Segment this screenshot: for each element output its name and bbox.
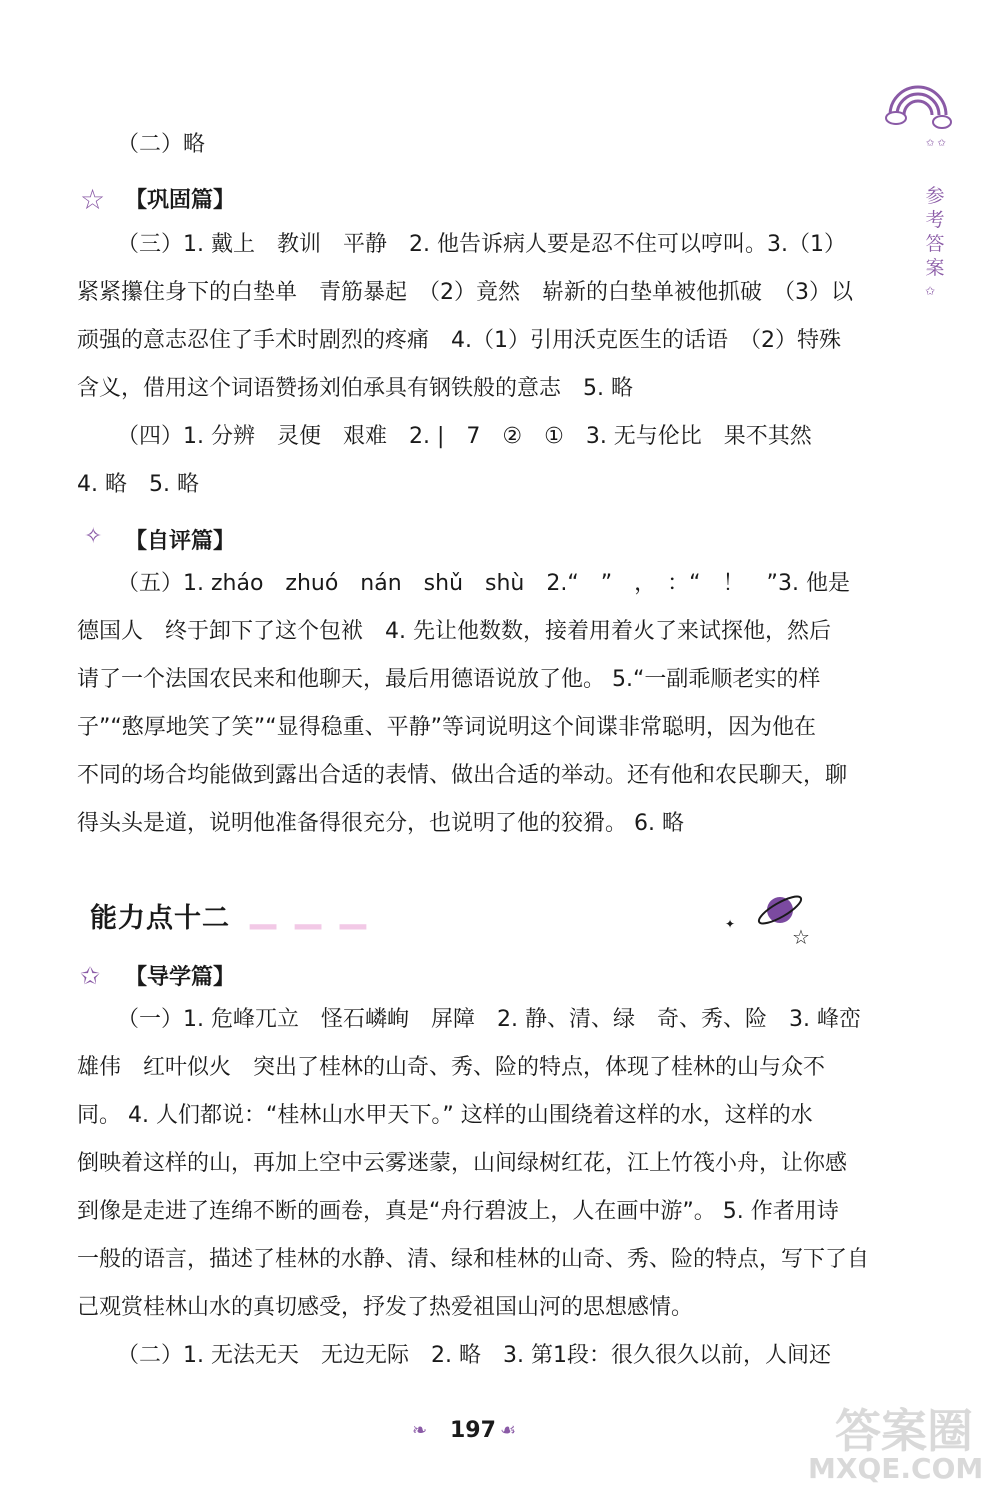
- ziping-line-6: 得头头是道，说明他准备得很充分，也说明了他的狡猾。 6. 略: [77, 811, 684, 836]
- small-star-icon: ✩: [925, 284, 936, 298]
- page-number: 197: [450, 1418, 496, 1443]
- gonggu-line-3: 顽强的意志忍住了手术时剧烈的疼痛 4.（1）引用沃克医生的话语 （2）特殊: [77, 328, 841, 353]
- gonggu-line-1: （三）1. 戴上 教训 平静 2. 他告诉病人要是忍不住可以哼叫。3.（1）: [117, 232, 846, 257]
- daoxue-line-4: 倒映着这样的山，再加上空中云雾迷蒙，山间绿树红花，江上竹筏小舟，让你感: [77, 1151, 848, 1176]
- daoxue-line-7: 己观赏桂林山水的真切感受，抒发了热爱祖国山河的思想感情。: [77, 1295, 694, 1320]
- daoxue-line-2: 雄伟 红叶似火 突出了桂林的山奇、秀、险的特点，体现了桂林的山与众不: [77, 1055, 826, 1080]
- ziping-heading: 【自评篇】: [125, 529, 236, 554]
- daoxue-line-1: （一）1. 危峰兀立 怪石嶙峋 屏障 2. 静、清、绿 奇、秀、险 3. 峰峦: [117, 1007, 861, 1032]
- daoxue-line-5: 到像是走进了连绵不断的画卷，真是“舟行碧波上，人在画中游”。 5. 作者用诗: [77, 1199, 839, 1224]
- ziping-line-1: （五）1. zháo zhuó nán shǔ shù 2.“ ” ， ：“ ！ ”3. 他是: [117, 571, 850, 596]
- svg-text:✦: ✦: [725, 917, 736, 931]
- ziping-line-3: 请了一个法国农民来和他聊天，最后用德语说放了他。 5.“一副乖顺老实的样: [77, 667, 821, 692]
- gonggu-heading: 【巩固篇】: [125, 188, 236, 213]
- ziping-line-2: 德国人 终于卸下了这个包袱 4. 先让他数数，接着用着火了来试探他，然后: [77, 619, 831, 644]
- gonggu-line-4: 含义，借用这个词语赞扬刘伯承具有钢铁般的意志 5. 略: [77, 376, 633, 401]
- planet-icon: [720, 880, 820, 950]
- watermark-url: MXQE.COM: [808, 1452, 984, 1485]
- si-line-1: （四）1. 分辨 灵便 艰难 2. | 7 ② ① 3. 无与伦比 果不其然: [117, 424, 812, 449]
- faded-banner: ▁ ▁ ▁: [250, 890, 371, 930]
- daoxue-heading: 【导学篇】: [125, 965, 236, 990]
- top-line: （二）略: [117, 132, 206, 157]
- daoxue-line-6: 一般的语言，描述了桂林的水静、清、绿和桂林的山奇、秀、险的特点，写下了自: [77, 1247, 870, 1272]
- ziping-line-5: 不同的场合均能做到露出合适的表情、做出合适的举动。还有他和农民聊天，聊: [77, 763, 848, 788]
- right-ornament-icon: ☙: [500, 1420, 517, 1441]
- section-title: 能力点十二: [90, 903, 230, 934]
- ziping-line-4: 子”“憨厚地笑了笑”“显得稳重、平静”等词说明这个间谍非常聪明，因为他在: [77, 715, 816, 740]
- star-icon: ☆: [80, 183, 106, 216]
- daoxue-line-3: 同。 4. 人们都说：“桂林山水甲天下。” 这样的山围绕着这样的水，这样的水: [77, 1103, 813, 1128]
- er-line: （二）1. 无法无天 无边无际 2. 略 3. 第1段：很久很久以前，人间还: [117, 1343, 831, 1368]
- gonggu-line-2: 紧紧攥住身下的白垫单 青筋暴起 （2）竟然 崭新的白垫单被他抓破 （3）以: [77, 280, 853, 305]
- side-tag: 参考答案: [925, 185, 945, 279]
- left-ornament-icon: ❧: [412, 1420, 428, 1441]
- svg-text:✩ ✩: ✩ ✩: [926, 138, 946, 149]
- shooting-star-icon-2: ✩: [80, 962, 101, 990]
- watermark: 答案圈: [835, 1404, 973, 1458]
- si-line-2: 4. 略 5. 略: [77, 472, 199, 497]
- shooting-star-icon: ✧: [84, 524, 103, 549]
- svg-text:☆: ☆: [792, 925, 810, 949]
